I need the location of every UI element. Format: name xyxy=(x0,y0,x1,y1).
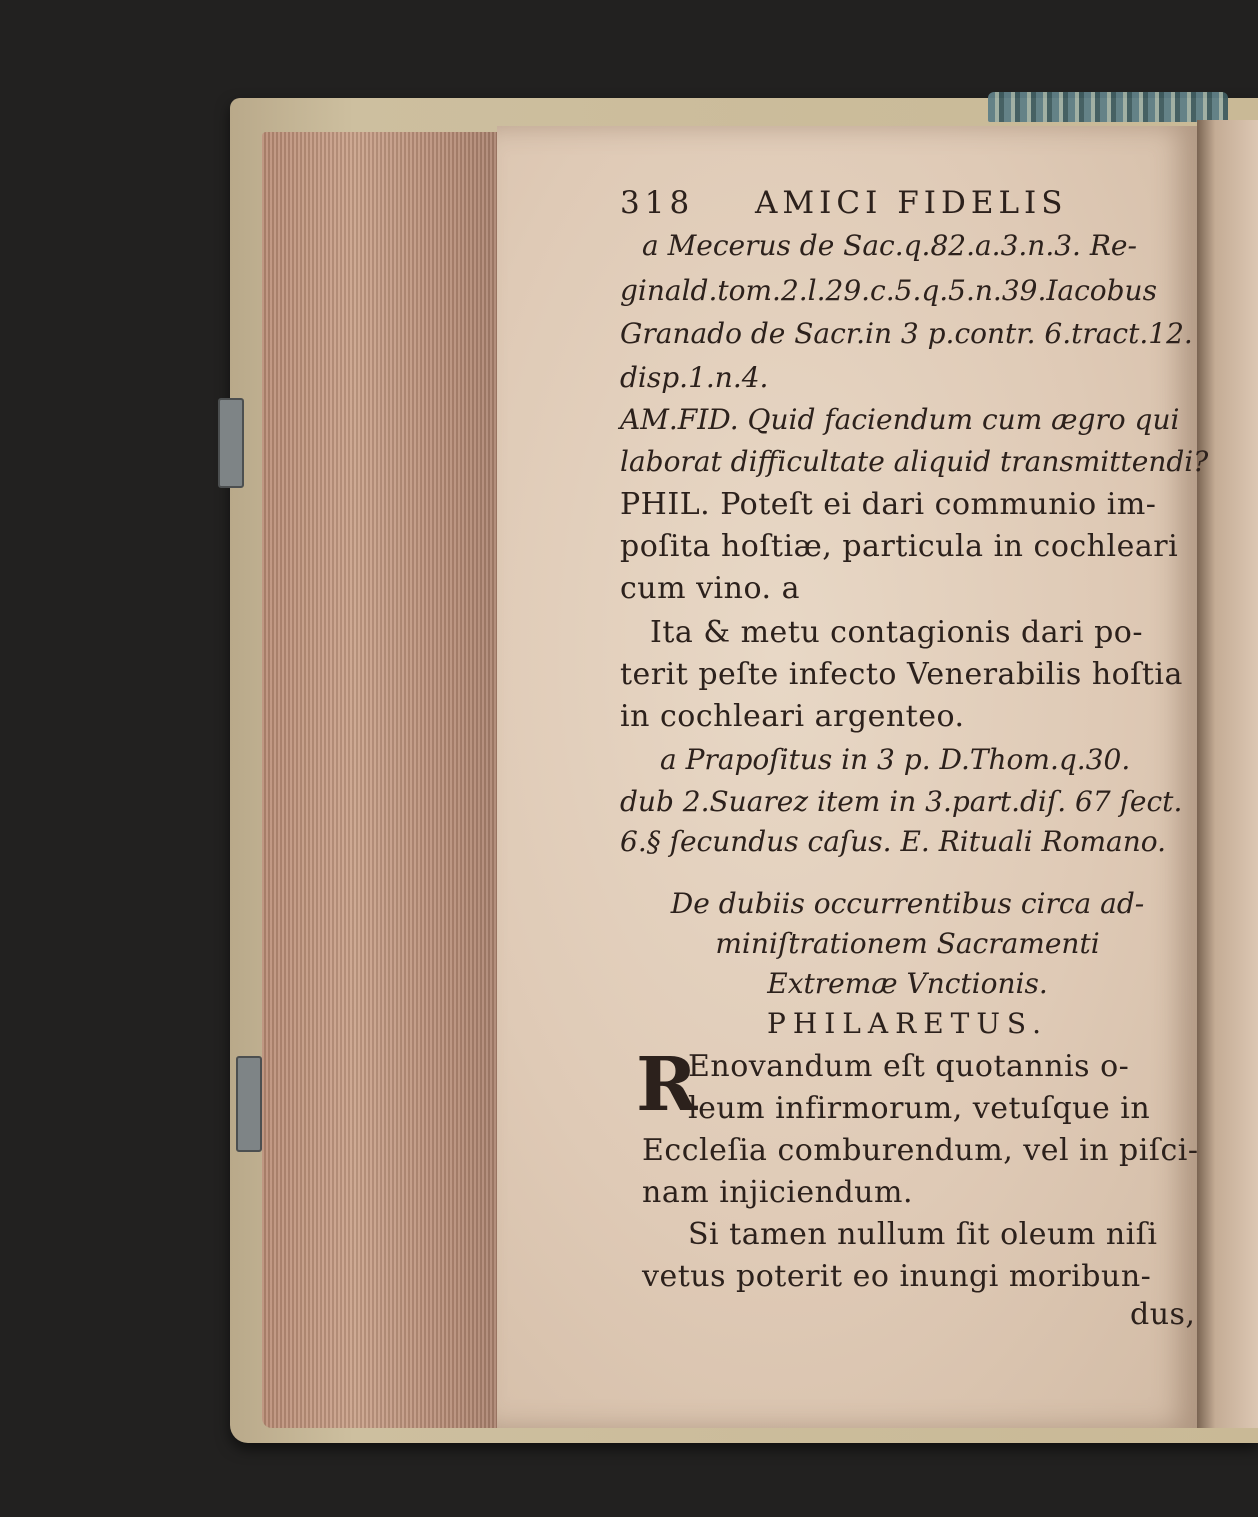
clasp-top xyxy=(218,398,244,488)
body-line: Si tamen nullum ſit oleum niſi xyxy=(688,1217,1158,1252)
question-line: AM.FID. Quid faciendum cum ægro qui xyxy=(620,403,1180,436)
note-line: Granado de Sacr.in 3 p.contr. 6.tract.12. xyxy=(620,317,1193,350)
note-line: a Prapoſitus in 3 p. D.Thom.q.30. xyxy=(660,743,1131,776)
body-line: Ita & metu contagionis dari po- xyxy=(650,615,1143,650)
speaker-heading: PHILARETUS. xyxy=(766,1007,1048,1040)
running-title: AMICI FIDELIS xyxy=(755,185,1068,221)
page-edges xyxy=(262,132,527,1428)
running-head xyxy=(620,185,1068,221)
note-line: a Mecerus de Sac.q.82.a.3.n.3. Re- xyxy=(642,229,1137,262)
body-line: Enovandum eſt quotannis o- xyxy=(688,1049,1130,1084)
drop-capital: R xyxy=(636,1042,698,1128)
note-line: disp.1.n.4. xyxy=(620,361,769,394)
body-line: in cochleari argenteo. xyxy=(620,699,965,734)
body-line: terit peſte infecto Venerabilis hoſtia xyxy=(620,657,1183,692)
answer-line: PHIL. Poteſt ei dari communio im- xyxy=(620,487,1157,522)
section-heading: De dubiis occurrentibus circa ad- xyxy=(670,887,1145,920)
catchword: dus, xyxy=(1130,1297,1196,1332)
note-line: dub 2.Suarez item in 3.part.diſ. 67 ſect. xyxy=(620,785,1183,818)
section-heading: miniſtrationem Sacramenti xyxy=(715,927,1100,960)
facing-page-edge xyxy=(1197,120,1258,1428)
headband xyxy=(988,92,1228,122)
body-line: vetus poterit eo inungi moribun- xyxy=(642,1259,1152,1294)
body-line: nam injiciendum. xyxy=(642,1175,913,1210)
question-line: laborat difficultate aliquid transmittendi? xyxy=(620,445,1209,478)
clasp-bottom xyxy=(236,1056,262,1152)
note-line: ginald.tom.2.l.29.c.5.q.5.n.39.Iacobus xyxy=(620,274,1157,307)
page-number: 318 xyxy=(620,185,695,221)
answer-line: poſita hoſtiæ, particula in cochleari xyxy=(620,529,1179,564)
answer-line: cum vino. a xyxy=(620,571,800,606)
body-line: leum infirmorum, vetuſque in xyxy=(688,1091,1151,1126)
section-heading: Extremæ Vnctionis. xyxy=(767,967,1048,1000)
body-line: Eccleſia comburendum, vel in piſci- xyxy=(642,1133,1199,1168)
note-line: 6.§ ſecundus caſus. E. Rituali Romano. xyxy=(620,825,1167,858)
